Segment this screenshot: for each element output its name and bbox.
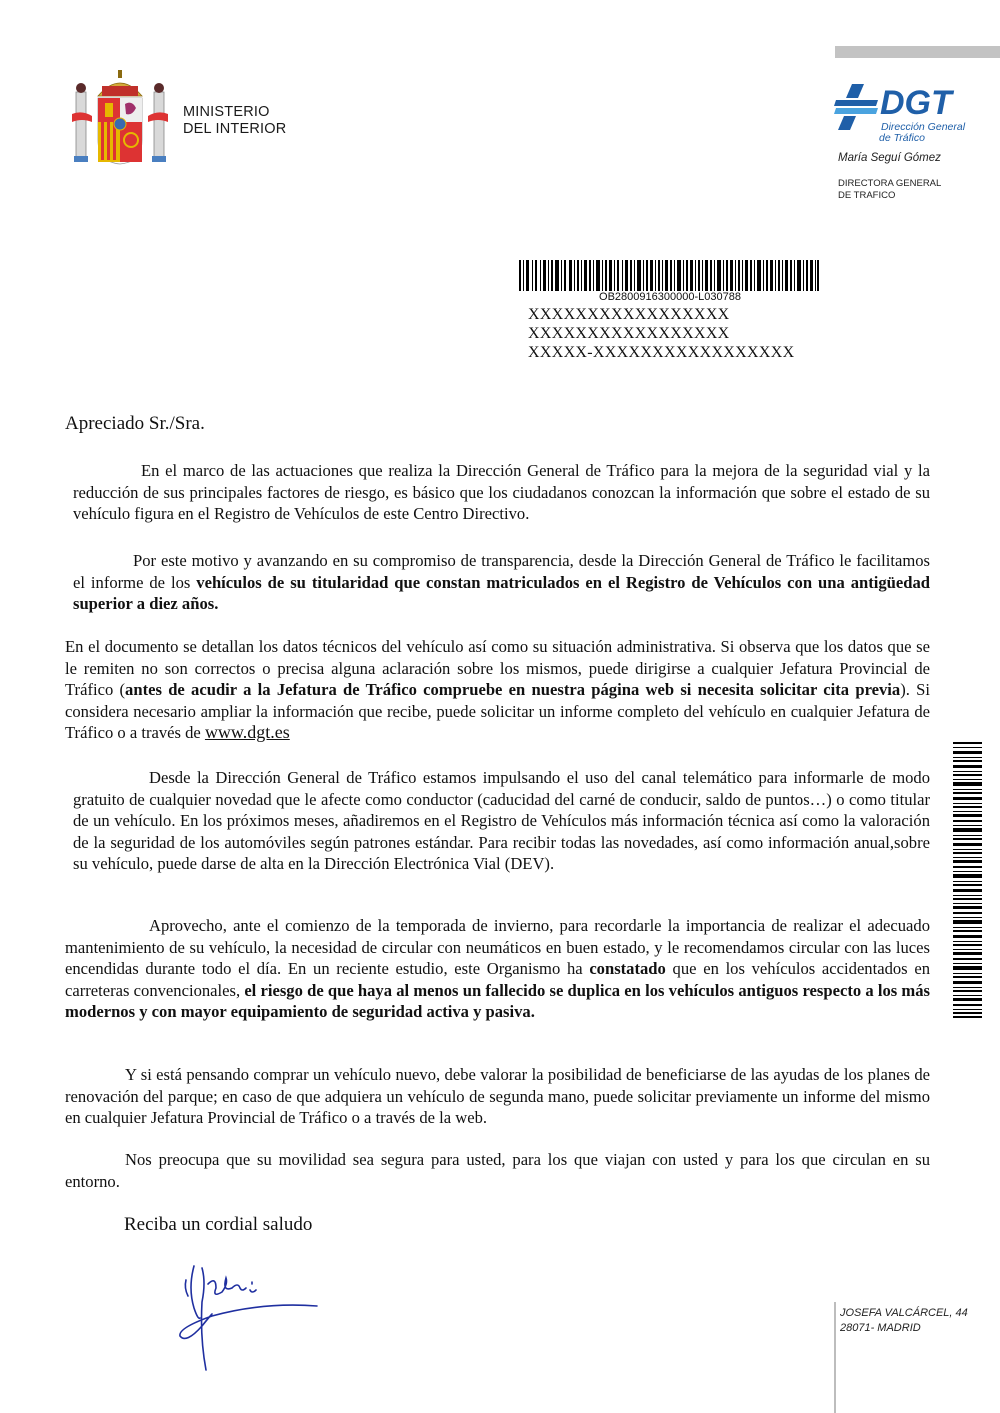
footer-address bbox=[840, 1306, 968, 1336]
paragraph-2-text: Por este motivo y avanzando en su compromiso de transparencia, desde la Dirección General de Tráfico le facilitamos el informe de los bbox=[73, 551, 930, 592]
dgt-subtitle-line-2: de Tráfico bbox=[879, 132, 925, 144]
footer-divider bbox=[834, 1302, 836, 1413]
dgt-website-link[interactable]: www.dgt.es bbox=[204, 722, 290, 742]
barcode-horizontal bbox=[519, 260, 819, 291]
paragraph-5-text-c: que en los vehículos accidentados en carreteras convencionales, bbox=[65, 959, 930, 1000]
paragraph-3-text-c: ). Si considera necesario ampliar la información que recibe, puede solicitar un informe completo del vehículo en cualquier Jefatura de Tráfico o a través de bbox=[65, 680, 930, 742]
paragraph-1-text: En el marco de las actuaciones que realiza la Dirección General de Tráfico para la mejora de la seguridad vial y la reducción de sus principales factores de riesgo, es básico que los ciudadanos conozcan la información que sobre el estado de su vehículo figura en el Registro de Vehículos de este Centro Directivo. bbox=[73, 461, 930, 523]
paragraph-3-text-a: En el documento se detallan los datos técnicos del vehículo así como su situación administrativa. Si observa que los datos que se le remiten no son correctos o precisa alguna aclaración sobre los mismos, puede dirigirse a cualquier Jefatura Provincial de Tráfico ( bbox=[65, 637, 930, 699]
signature-icon bbox=[172, 1258, 322, 1376]
paragraph-7-text: Nos preocupa que su movilidad sea segura para usted, para los que viajan con usted y para los que circulan en su entorno. bbox=[65, 1150, 930, 1191]
paragraph-2-bold: vehículos de su titularidad que constan matriculados en el Registro de Vehículos con una antigüedad superior a diez años. bbox=[73, 572, 931, 613]
ministry-line-1: MINISTERIO bbox=[183, 104, 270, 120]
paragraph-4-text: Desde la Dirección General de Tráfico estamos impulsando el uso del canal telemático para informarle de modo gratuito de cualquier novedad que le afecte como conductor (caducidad del carné de conducir, saldo de puntos…) o como titular de un vehículo. En los próximos meses, añadiremos en el Registro de Vehículos más información técnica así como la valoración de la seguridad de los automóviles según patrones estándar. Para recibir todas las novedades, así como información anual,sobre su vehículo, puede darse de alta en la Dirección Electrónica Vial (DEV). bbox=[73, 768, 930, 873]
director-title bbox=[838, 178, 941, 202]
paragraph-6-text: Y si está pensando comprar un vehículo nuevo, debe valorar la posibilidad de beneficiarse de las ayudas de los planes de renovación del parque; en caso de que adquiera un vehículo de segunda mano, puede solicitar previamente un informe del mismo en cualquier Jefatura Provincial de Tráfico o a través de la web. bbox=[65, 1065, 930, 1127]
barcode-vertical bbox=[953, 742, 982, 1018]
paragraph-3 bbox=[65, 636, 930, 744]
director-name: María Seguí Gómez bbox=[838, 152, 941, 164]
recipient-address-line-3: XXXXX-XXXXXXXXXXXXXXXXX bbox=[528, 344, 795, 361]
footer-address-line-1: JOSEFA VALCÁRCEL, 44 bbox=[840, 1307, 968, 1319]
barcode-code: OB2800916300000-L030788 bbox=[599, 291, 741, 303]
paragraph-1 bbox=[73, 460, 930, 525]
closing: Reciba un cordial saludo bbox=[124, 1214, 313, 1235]
paragraph-5 bbox=[65, 915, 930, 1023]
paragraph-7 bbox=[65, 1149, 930, 1192]
paragraph-5-bold-a: constatado bbox=[589, 959, 666, 978]
recipient-address-line-1: XXXXXXXXXXXXXXXXX bbox=[528, 306, 730, 323]
header-gray-bar bbox=[835, 46, 1000, 58]
paragraph-4 bbox=[73, 767, 930, 875]
greeting: Apreciado Sr./Sra. bbox=[65, 413, 205, 434]
paragraph-2 bbox=[73, 550, 930, 615]
paragraph-5-bold-b: el riesgo de que haya al menos un fallecido se duplica en los vehículos antiguos respecto a los más modernos y con mayor equipamiento de seguridad activa y pasiva. bbox=[65, 980, 930, 1021]
ministry-name bbox=[183, 104, 286, 138]
director-title-line-2: DE TRAFICO bbox=[838, 190, 896, 201]
dgt-subtitle-line-1: Dirección General bbox=[881, 121, 966, 133]
paragraph-3-bold: antes de acudir a la Jefatura de Tráfico compruebe en nuestra página web si necesita solicitar cita previa bbox=[125, 680, 901, 699]
paragraph-6 bbox=[65, 1064, 930, 1129]
recipient-address-line-2: XXXXXXXXXXXXXXXXX bbox=[528, 325, 730, 342]
dgt-subtitle bbox=[881, 122, 965, 144]
director-title-line-1: DIRECTORA GENERAL bbox=[838, 178, 942, 189]
paragraph-5-text-a: Aprovecho, ante el comienzo de la temporada de invierno, para recordarle la importancia de realizar el adecuado mantenimiento de su vehículo, la necesidad de circular con neumáticos en buen estado, y le recomendamos circular con las luces encendidas durante todo el día. En un reciente estudio, este Organismo ha bbox=[65, 916, 930, 978]
spain-coat-of-arms-icon bbox=[72, 70, 168, 170]
ministry-line-2: DEL INTERIOR bbox=[183, 121, 287, 137]
svg-text:DGT: DGT bbox=[880, 84, 952, 122]
footer-address-line-2: 28071- MADRID bbox=[840, 1322, 921, 1334]
